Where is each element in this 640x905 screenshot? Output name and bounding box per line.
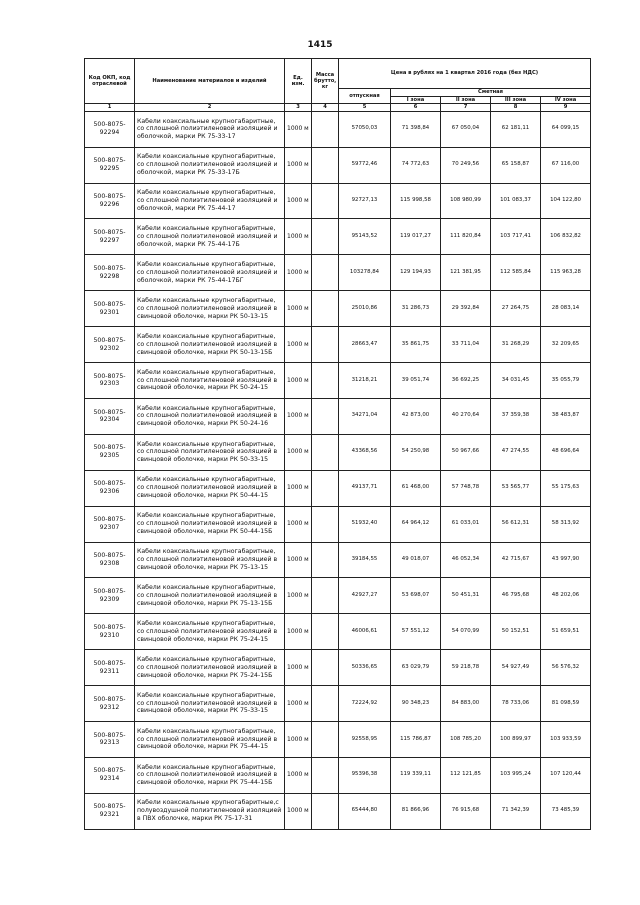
header-zone-2: II зона	[441, 97, 491, 104]
mass-cell	[312, 793, 339, 829]
unit-cell: 1000 м	[285, 686, 312, 722]
zone-3-price: 71 342,39	[491, 793, 541, 829]
zone-2-price: 76 915,68	[441, 793, 491, 829]
product-code: 500-8075-92308	[85, 542, 135, 578]
zone-3-price: 56 612,31	[491, 506, 541, 542]
product-code: 500-8075-92314	[85, 757, 135, 793]
table-row	[85, 434, 591, 470]
header-price: Цена в рублях на 1 квартал 2016 года (без НДС)	[339, 59, 591, 89]
product-name: Кабели коаксиальные крупногабаритные, со сплошной полиэтиленовой изоляцией в свинцовой оболочке, марки РК 75-13-15	[135, 542, 285, 578]
zone-3-price: 54 927,49	[491, 650, 541, 686]
zone-1-price: 115 786,87	[391, 721, 441, 757]
zone-1-price: 57 551,12	[391, 614, 441, 650]
column-number: 3	[285, 104, 312, 111]
release-price: 103278,84	[339, 255, 391, 291]
zone-3-price: 100 899,97	[491, 721, 541, 757]
zone-2-price: 108 785,20	[441, 721, 491, 757]
product-code: 500-8075-92295	[85, 147, 135, 183]
unit-cell: 1000 м	[285, 147, 312, 183]
product-name: Кабели коаксиальные крупногабаритные, со сплошной полиэтиленовой изоляцией в свинцовой оболочке, марки РК 75-24-15Б	[135, 650, 285, 686]
table-row	[85, 757, 591, 793]
product-name: Кабели коаксиальные крупногабаритные, со сплошной полиэтиленовой изоляцией в свинцовой оболочке, марки РК 50-44-15Б	[135, 506, 285, 542]
zone-1-price: 54 250,98	[391, 434, 441, 470]
unit-cell: 1000 м	[285, 721, 312, 757]
release-price: 92558,95	[339, 721, 391, 757]
table-body	[85, 111, 591, 829]
release-price: 39184,55	[339, 542, 391, 578]
product-name: Кабели коаксиальные крупногабаритные, со сплошной полиэтиленовой изоляцией в свинцовой оболочке, марки РК 50-13-15	[135, 291, 285, 327]
product-code: 500-8075-92307	[85, 506, 135, 542]
unit-cell: 1000 м	[285, 542, 312, 578]
product-name: Кабели коаксиальные крупногабаритные, со сплошной полиэтиленовой изоляцией и оболочкой, марки РК 75-33-17Б	[135, 147, 285, 183]
zone-2-price: 50 967,66	[441, 434, 491, 470]
table-row	[85, 650, 591, 686]
release-price: 46006,61	[339, 614, 391, 650]
release-price: 50336,65	[339, 650, 391, 686]
table-row	[85, 147, 591, 183]
product-name: Кабели коаксиальные крупногабаритные, со сплошной полиэтиленовой изоляцией в свинцовой оболочке, марки РК 75-33-15	[135, 686, 285, 722]
product-name: Кабели коаксиальные крупногабаритные, со сплошной полиэтиленовой изоляцией и оболочкой, марки РК 75-44-17	[135, 183, 285, 219]
zone-3-price: 112 585,84	[491, 255, 541, 291]
zone-4-price: 106 832,82	[541, 219, 591, 255]
zone-1-price: 90 348,23	[391, 686, 441, 722]
table-row	[85, 614, 591, 650]
zone-1-price: 64 964,12	[391, 506, 441, 542]
release-price: 57050,03	[339, 111, 391, 147]
column-number: 4	[312, 104, 339, 111]
product-name: Кабели коаксиальные крупногабаритные, со сплошной полиэтиленовой изоляцией в свинцовой оболочке, марки РК 50-24-15	[135, 363, 285, 399]
release-price: 42927,27	[339, 578, 391, 614]
release-price: 31218,21	[339, 363, 391, 399]
product-name: Кабели коаксиальные крупногабаритные,с полувоздушной полиэтиленовой изоляцией в ПВХ оболочке, марки РК 75-17-31	[135, 793, 285, 829]
mass-cell	[312, 398, 339, 434]
product-code: 500-8075-92309	[85, 578, 135, 614]
release-price: 95396,38	[339, 757, 391, 793]
table-row	[85, 291, 591, 327]
mass-cell	[312, 757, 339, 793]
zone-1-price: 119 339,11	[391, 757, 441, 793]
zone-4-price: 48 696,64	[541, 434, 591, 470]
table-row	[85, 470, 591, 506]
zone-3-price: 37 359,38	[491, 398, 541, 434]
table-row	[85, 578, 591, 614]
zone-1-price: 49 018,07	[391, 542, 441, 578]
product-name: Кабели коаксиальные крупногабаритные, со сплошной полиэтиленовой изоляцией в свинцовой оболочке, марки РК 75-13-15Б	[135, 578, 285, 614]
mass-cell	[312, 434, 339, 470]
table-row	[85, 255, 591, 291]
zone-2-price: 54 070,99	[441, 614, 491, 650]
product-code: 500-8075-92296	[85, 183, 135, 219]
column-number: 8	[491, 104, 541, 111]
mass-cell	[312, 147, 339, 183]
unit-cell: 1000 м	[285, 363, 312, 399]
product-name: Кабели коаксиальные крупногабаритные, со сплошной полиэтиленовой изоляцией в свинцовой оболочке, марки РК 50-44-15	[135, 470, 285, 506]
release-price: 92727,13	[339, 183, 391, 219]
release-price: 28663,47	[339, 327, 391, 363]
zone-4-price: 103 933,59	[541, 721, 591, 757]
mass-cell	[312, 650, 339, 686]
product-name: Кабели коаксиальные крупногабаритные, со сплошной полиэтиленовой изоляцией в свинцовой оболочке, марки РК 50-24-16	[135, 398, 285, 434]
zone-2-price: 33 711,04	[441, 327, 491, 363]
product-name: Кабели коаксиальные крупногабаритные, со сплошной полиэтиленовой изоляцией в свинцовой оболочке, марки РК 75-44-15Б	[135, 757, 285, 793]
product-code: 500-8075-92304	[85, 398, 135, 434]
zone-4-price: 35 055,79	[541, 363, 591, 399]
product-name: Кабели коаксиальные крупногабаритные, со сплошной полиэтиленовой изоляцией в свинцовой оболочке, марки РК 75-24-15	[135, 614, 285, 650]
zone-3-price: 78 733,06	[491, 686, 541, 722]
zone-3-price: 47 274,55	[491, 434, 541, 470]
product-code: 500-8075-92298	[85, 255, 135, 291]
release-price: 51932,40	[339, 506, 391, 542]
product-name: Кабели коаксиальные крупногабаритные, со сплошной полиэтиленовой изоляцией и оболочкой, марки РК 75-44-17БГ	[135, 255, 285, 291]
zone-1-price: 129 194,93	[391, 255, 441, 291]
header-name: Наименование материалов и изделий	[135, 59, 285, 104]
column-number: 2	[135, 104, 285, 111]
zone-1-price: 35 861,75	[391, 327, 441, 363]
column-number: 9	[541, 104, 591, 111]
zone-2-price: 46 052,34	[441, 542, 491, 578]
unit-cell: 1000 м	[285, 183, 312, 219]
header-zone-3: III зона	[491, 97, 541, 104]
product-code: 500-8075-92303	[85, 363, 135, 399]
mass-cell	[312, 219, 339, 255]
zone-1-price: 31 286,73	[391, 291, 441, 327]
zone-4-price: 48 202,06	[541, 578, 591, 614]
unit-cell: 1000 м	[285, 506, 312, 542]
zone-3-price: 101 083,37	[491, 183, 541, 219]
mass-cell	[312, 327, 339, 363]
header-unit: Ед. изм.	[285, 59, 312, 104]
table-row	[85, 219, 591, 255]
column-number-row	[85, 104, 591, 111]
zone-1-price: 61 468,00	[391, 470, 441, 506]
unit-cell: 1000 м	[285, 793, 312, 829]
mass-cell	[312, 255, 339, 291]
zone-1-price: 81 866,96	[391, 793, 441, 829]
mass-cell	[312, 721, 339, 757]
table-row	[85, 111, 591, 147]
release-price: 25010,86	[339, 291, 391, 327]
zone-4-price: 38 483,87	[541, 398, 591, 434]
product-code: 500-8075-92312	[85, 686, 135, 722]
release-price: 65444,80	[339, 793, 391, 829]
zone-4-price: 56 576,32	[541, 650, 591, 686]
zone-2-price: 61 033,01	[441, 506, 491, 542]
zone-3-price: 103 717,41	[491, 219, 541, 255]
zone-1-price: 119 017,27	[391, 219, 441, 255]
mass-cell	[312, 578, 339, 614]
unit-cell: 1000 м	[285, 111, 312, 147]
unit-cell: 1000 м	[285, 291, 312, 327]
zone-2-price: 40 270,64	[441, 398, 491, 434]
mass-cell	[312, 111, 339, 147]
zone-2-price: 84 883,00	[441, 686, 491, 722]
zone-1-price: 53 698,07	[391, 578, 441, 614]
header-zone-1: I зона	[391, 97, 441, 104]
unit-cell: 1000 м	[285, 650, 312, 686]
product-code: 500-8075-92294	[85, 111, 135, 147]
product-code: 500-8075-92297	[85, 219, 135, 255]
table-row	[85, 506, 591, 542]
product-name: Кабели коаксиальные крупногабаритные, со сплошной полиэтиленовой изоляцией в свинцовой оболочке, марки РК 50-33-15	[135, 434, 285, 470]
zone-4-price: 58 313,92	[541, 506, 591, 542]
zone-4-price: 32 209,65	[541, 327, 591, 363]
zone-2-price: 111 820,84	[441, 219, 491, 255]
release-price: 72224,92	[339, 686, 391, 722]
product-name: Кабели коаксиальные крупногабаритные, со сплошной полиэтиленовой изоляцией и оболочкой, марки РК 75-33-17	[135, 111, 285, 147]
header-code: Код ОКП, код отраслевой	[85, 59, 135, 104]
release-price: 59772,46	[339, 147, 391, 183]
unit-cell: 1000 м	[285, 470, 312, 506]
zone-4-price: 115 963,28	[541, 255, 591, 291]
product-code: 500-8075-92313	[85, 721, 135, 757]
zone-3-price: 50 152,51	[491, 614, 541, 650]
table-row	[85, 327, 591, 363]
unit-cell: 1000 м	[285, 219, 312, 255]
release-price: 34271,04	[339, 398, 391, 434]
zone-3-price: 31 268,29	[491, 327, 541, 363]
zone-1-price: 74 772,63	[391, 147, 441, 183]
mass-cell	[312, 614, 339, 650]
zone-2-price: 112 121,85	[441, 757, 491, 793]
zone-2-price: 57 748,78	[441, 470, 491, 506]
header-zone-4: IV зона	[541, 97, 591, 104]
product-name: Кабели коаксиальные крупногабаритные, со сплошной полиэтиленовой изоляцией в свинцовой оболочке, марки РК 75-44-15	[135, 721, 285, 757]
table-row	[85, 686, 591, 722]
table-row	[85, 398, 591, 434]
table-row	[85, 721, 591, 757]
release-price: 49137,71	[339, 470, 391, 506]
zone-3-price: 34 031,45	[491, 363, 541, 399]
unit-cell: 1000 м	[285, 255, 312, 291]
zone-4-price: 81 098,59	[541, 686, 591, 722]
unit-cell: 1000 м	[285, 614, 312, 650]
product-code: 500-8075-92310	[85, 614, 135, 650]
zone-1-price: 63 029,79	[391, 650, 441, 686]
zone-2-price: 36 692,25	[441, 363, 491, 399]
unit-cell: 1000 м	[285, 578, 312, 614]
zone-4-price: 55 175,63	[541, 470, 591, 506]
product-code: 500-8075-92301	[85, 291, 135, 327]
table-row	[85, 793, 591, 829]
zone-3-price: 103 995,24	[491, 757, 541, 793]
mass-cell	[312, 363, 339, 399]
price-table	[84, 58, 591, 830]
unit-cell: 1000 м	[285, 327, 312, 363]
release-price: 43368,56	[339, 434, 391, 470]
column-number: 5	[339, 104, 391, 111]
zone-3-price: 53 565,77	[491, 470, 541, 506]
zone-2-price: 67 050,04	[441, 111, 491, 147]
table-row	[85, 183, 591, 219]
zone-3-price: 65 158,87	[491, 147, 541, 183]
product-code: 500-8075-92306	[85, 470, 135, 506]
table-row	[85, 542, 591, 578]
table-row	[85, 363, 591, 399]
zone-3-price: 62 181,11	[491, 111, 541, 147]
release-price: 95143,52	[339, 219, 391, 255]
unit-cell: 1000 м	[285, 757, 312, 793]
mass-cell	[312, 291, 339, 327]
header-estimate: Сметная	[391, 89, 591, 97]
header-mass: Масса брутто, кг	[312, 59, 339, 104]
zone-4-price: 104 122,80	[541, 183, 591, 219]
column-number: 1	[85, 104, 135, 111]
zone-4-price: 73 485,39	[541, 793, 591, 829]
zone-1-price: 42 873,00	[391, 398, 441, 434]
zone-2-price: 108 980,99	[441, 183, 491, 219]
zone-2-price: 121 381,95	[441, 255, 491, 291]
zone-2-price: 29 392,84	[441, 291, 491, 327]
zone-2-price: 59 218,78	[441, 650, 491, 686]
column-number: 6	[391, 104, 441, 111]
product-name: Кабели коаксиальные крупногабаритные, со сплошной полиэтиленовой изоляцией и оболочкой, марки РК 75-44-17Б	[135, 219, 285, 255]
zone-3-price: 42 715,67	[491, 542, 541, 578]
mass-cell	[312, 506, 339, 542]
product-code: 500-8075-92311	[85, 650, 135, 686]
page-number: 1415	[307, 40, 333, 50]
zone-4-price: 64 099,15	[541, 111, 591, 147]
column-number: 7	[441, 104, 491, 111]
zone-1-price: 39 051,74	[391, 363, 441, 399]
zone-4-price: 43 997,90	[541, 542, 591, 578]
mass-cell	[312, 686, 339, 722]
product-code: 500-8075-92321	[85, 793, 135, 829]
product-code: 500-8075-92305	[85, 434, 135, 470]
zone-2-price: 50 451,31	[441, 578, 491, 614]
zone-3-price: 46 795,68	[491, 578, 541, 614]
mass-cell	[312, 470, 339, 506]
mass-cell	[312, 183, 339, 219]
unit-cell: 1000 м	[285, 434, 312, 470]
product-name: Кабели коаксиальные крупногабаритные, со сплошной полиэтиленовой изоляцией в свинцовой оболочке, марки РК 50-13-15Б	[135, 327, 285, 363]
mass-cell	[312, 542, 339, 578]
zone-1-price: 115 998,58	[391, 183, 441, 219]
product-code: 500-8075-92302	[85, 327, 135, 363]
unit-cell: 1000 м	[285, 398, 312, 434]
zone-4-price: 107 120,44	[541, 757, 591, 793]
zone-4-price: 51 659,51	[541, 614, 591, 650]
zone-4-price: 67 116,00	[541, 147, 591, 183]
header-release: отпускная	[339, 89, 391, 104]
zone-4-price: 28 083,14	[541, 291, 591, 327]
zone-2-price: 70 249,56	[441, 147, 491, 183]
zone-1-price: 71 398,84	[391, 111, 441, 147]
zone-3-price: 27 264,75	[491, 291, 541, 327]
